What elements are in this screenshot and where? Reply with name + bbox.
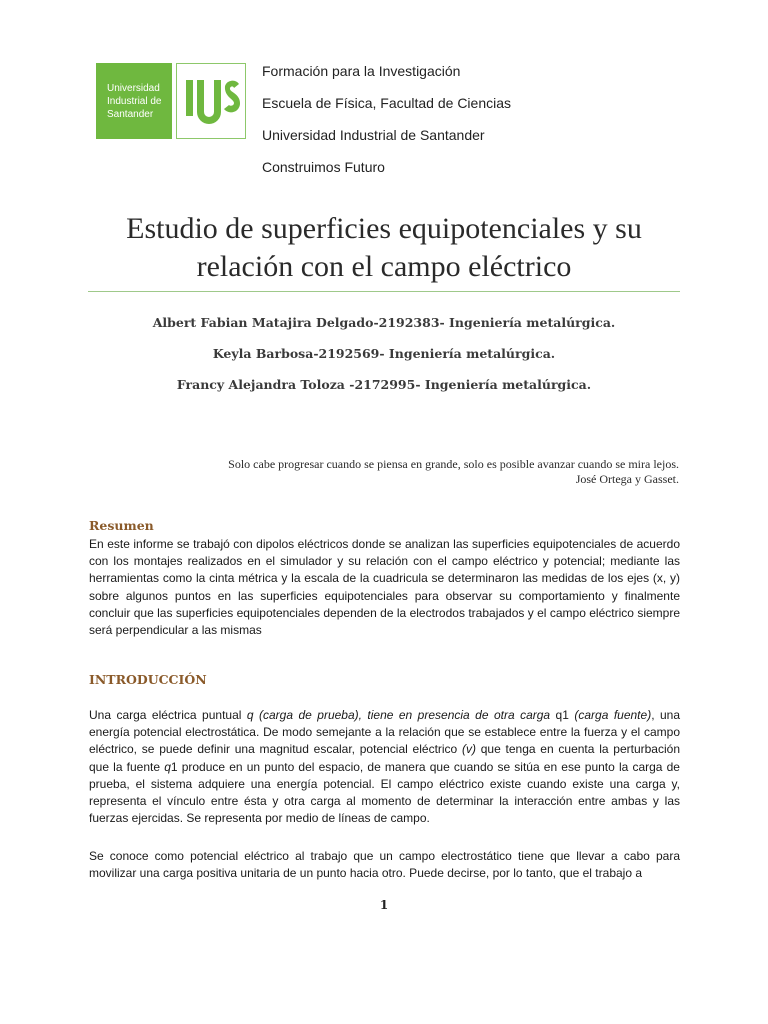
author-list [88,314,680,407]
introduction-heading: INTRODUCCIÓN [89,672,207,687]
text-run-italic: q (carga de prueba), tiene en presencia de otra carga [246,708,556,722]
text-run-italic: q [164,759,171,774]
abstract-heading: Resumen [89,518,154,533]
text-run-italic: (carga fuente) [568,708,652,722]
header-line-university: Universidad Industrial de Santander [262,127,485,143]
author-entry: Keyla Barbosa-2192569- Ingeniería metalúrgica. [212,346,556,361]
title-line: Estudio de superficies equipotenciales y su [126,212,642,245]
epigraph [88,457,679,487]
text-run-italic: (v) [462,742,476,757]
title-line: relación con el campo eléctrico [196,250,572,283]
text-run: q [555,708,563,722]
header-line-program: Formación para la Investigación [262,63,461,79]
header-line-school: Escuela de Física, Facultad de Ciencias [262,95,512,111]
logo-text-line: Santander [107,108,154,120]
text-run: Una carga eléctrica puntual [89,708,247,722]
introduction-paragraph-2: Se conoce como potencial eléctrico al trabajo que un campo electrostático tiene que llevar a cabo para movilizar una carga positiva unitaria de un punto hacia otro. Puede decirse, por lo tanto, que el trabajo a [89,849,680,881]
header-line-motto: Construimos Futuro [262,159,385,175]
abstract-text: En este informe se trabajó con dipolos eléctricos donde se analizan las superficies equipotenciales de acuerdo con los montajes realizados en el simulador y su relación con el campo eléctrico y potencial; mediante las herramientas como la cinta métrica y la escala de la cuadricula se determinaron las medidas de los ejes (x, y) sobre algunos puntos en las superficies equipotenciales para observar su comportamiento y finalmente concluir que las superficies equipotenciales dependen de la electrodos trabajados y el campo eléctrico siempre será perpendicular a las mismas [89,537,680,638]
epigraph-author: José Ortega y Gasset. [575,472,679,486]
introduction-paragraph-1 [89,707,680,827]
university-logo [96,63,172,139]
title-divider [88,291,680,292]
uis-emblem-icon [177,64,245,138]
page-number: 1 [379,898,389,912]
text-run: 1 produce en un punto del espacio, de manera que cuando se sitúa en ese punto la carga de prueba, el sistema adquiere una energía potencial. El campo eléctrico existe cuando existe una carga y, representa el vínculo entre ésta y otra carga al momento de determinar la interacción entre ambas y las fuerzas ejercidas. Se representa por medio de líneas de campo. [89,759,680,826]
epigraph-text: Solo cabe progresar cuando se piensa en grande, solo es posible avanzar cuando se mira lejos. [228,457,679,471]
author-entry: Albert Fabian Matajira Delgado-2192383- Ingeniería metalúrgica. [152,315,616,330]
text-run: que tenga en cuenta la perturbación que la fuente [89,742,680,774]
institution-header [262,63,511,191]
logo-text-line: Industrial de [107,95,162,107]
text-run: 1 [562,708,569,722]
author-entry: Francy Alejandra Toloza -2172995- Ingeniería metalúrgica. [176,377,592,392]
logo-text-line: Universidad [107,82,160,94]
uis-emblem-logo [176,63,246,139]
text-run: , una energía potencial electrostática. De modo semejante a la relación que se establece entre la fuerza y el campo eléctrico, se puede definir una magnitud escalar, potencial eléctrico [89,708,681,757]
paper-title [88,210,680,286]
